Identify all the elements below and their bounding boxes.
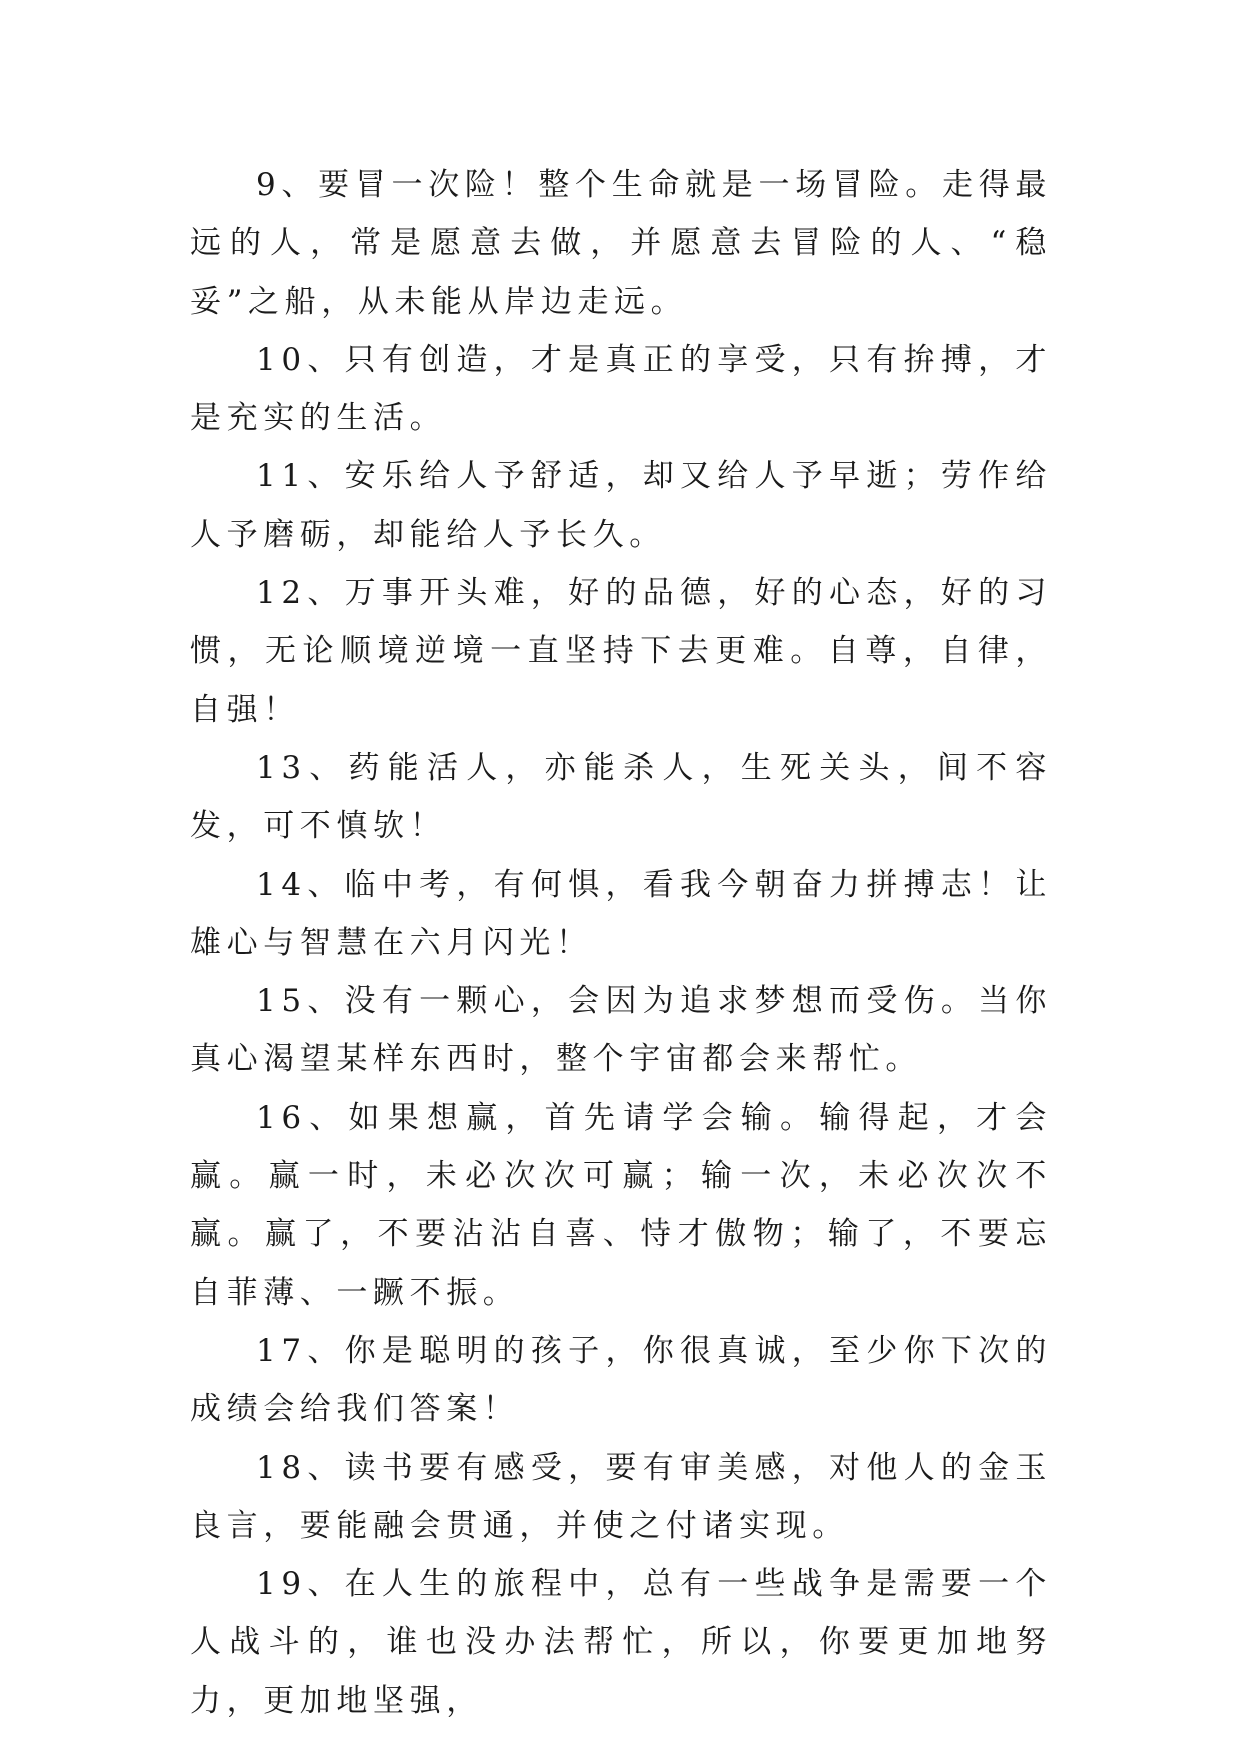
paragraph-18: 18、读书要有感受，要有审美感，对他人的金玉良言，要能融会贯通，并使之付诸实现。	[190, 1449, 1052, 1544]
paragraph-17: 17、你是聪明的孩子，你很真诚，至少你下次的成绩会给我们答案！	[190, 1332, 1052, 1428]
paragraph-12: 12、万事开头难，好的品德，好的心态，好的习惯，无论顺境逆境一直坚持下去更难。自尊，自律，自强！	[190, 575, 1052, 728]
paragraph-14: 14、临中考，有何惧，看我今朝奋力拼搏志！让雄心与智慧在六月闪光！	[190, 866, 1052, 961]
paragraph-11: 11、安乐给人予舒适，却又给人予早逝；劳作给人予磨砺，却能给人予长久。	[190, 458, 1052, 553]
paragraph-13: 13、药能活人，亦能杀人，生死关头，间不容发，可不慎欤！	[190, 749, 1052, 845]
paragraph-19: 19、在人生的旅程中，总有一些战争是需要一个人战斗的，谁也没办法帮忙，所以，你要更加地努力，更加地坚强，	[190, 1566, 1052, 1719]
paragraph-10: 10、只有创造，才是真正的享受，只有拚搏，才是充实的生活。	[190, 341, 1052, 437]
paragraph-9: 9、要冒一次险！整个生命就是一场冒险。走得最远的人，常是愿意去做，并愿意去冒险的人、“稳妥”之船，从未能从岸边走远。	[190, 167, 1052, 320]
paragraph-15: 15、没有一颗心，会因为追求梦想而受伤。当你真心渴望某样东西时，整个宇宙都会来帮忙。	[190, 983, 1052, 1078]
paragraph-16: 16、如果想赢，首先请学会输。输得起，才会赢。赢一时，未必次次可赢；输一次，未必次次不赢。赢了，不要沾沾自喜、恃才傲物；输了，不要忘自菲薄、一蹶不振。	[190, 1099, 1052, 1311]
document-body	[190, 156, 1052, 1730]
